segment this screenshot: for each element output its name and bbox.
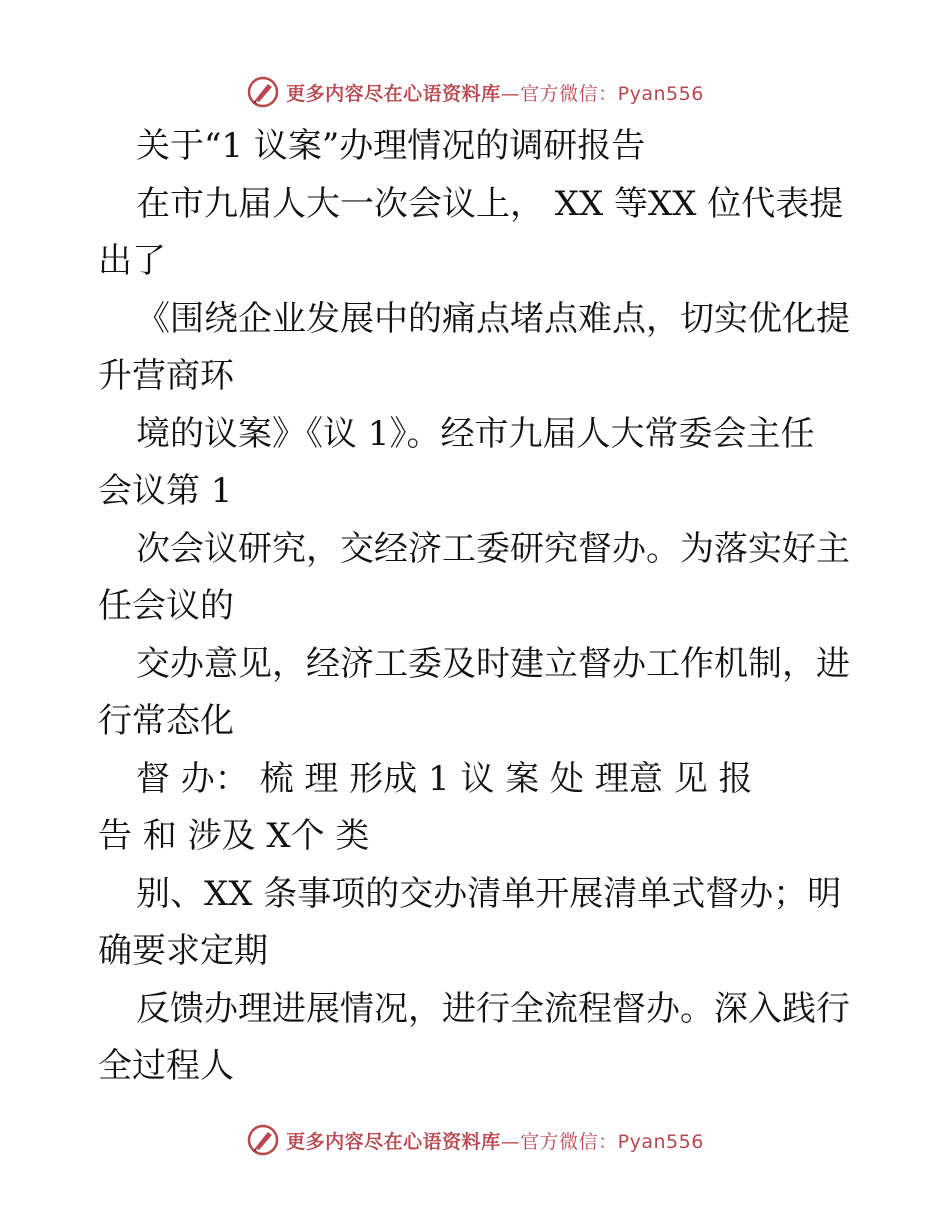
pen-logo-icon: [246, 75, 280, 109]
paragraph-line: 升营商环: [98, 356, 234, 396]
paragraph-line: 交办意见，经济工委及时建立督办工作机制，进: [136, 643, 850, 684]
paragraph-line: 反馈办理进展情况，进行全流程督办。深入践行: [136, 988, 850, 1029]
paragraph-line: 确要求定期: [98, 931, 268, 971]
header-watermark-banner: [0, 70, 950, 114]
paragraph-line: 境的议案》《议 1》。经市九届人大常委会主任: [136, 413, 815, 454]
paragraph-line: 《围绕企业发展中的痛点堵点难点，切实优化提: [136, 298, 850, 339]
paragraph-line: 会议第 1: [98, 471, 233, 511]
pen-logo-icon: [246, 1123, 280, 1157]
paragraph-line: 督 办： 梳 理 形成 1 议 案 处 理意 见 报: [136, 758, 753, 799]
paragraph-line: 全过程人: [98, 1046, 234, 1086]
paragraph-line: 别、XX 条事项的交办清单开展清单式督办；明: [136, 873, 842, 914]
paragraph-line: 告 和 涉及 X个 类: [98, 816, 370, 856]
paragraph-line: 在市九届人大一次会议上， XX 等XX 位代表提: [136, 183, 844, 224]
paragraph-line: 行常态化: [98, 701, 234, 741]
watermark-text: 更多内容尽在心语资料库—官方微信：Pyan556: [286, 82, 704, 105]
watermark-text: 更多内容尽在心语资料库—官方微信：Pyan556: [286, 1130, 704, 1153]
footer-watermark-banner: [0, 1118, 950, 1162]
document-title: 关于“1 议案”办理情况的调研报告: [136, 126, 646, 166]
paragraph-line: 任会议的: [98, 586, 234, 626]
paragraph-line: 出了: [98, 241, 166, 281]
document-body: [98, 118, 858, 1096]
paragraph-line: 次会议研究，交经济工委研究督办。为落实好主: [136, 528, 850, 569]
